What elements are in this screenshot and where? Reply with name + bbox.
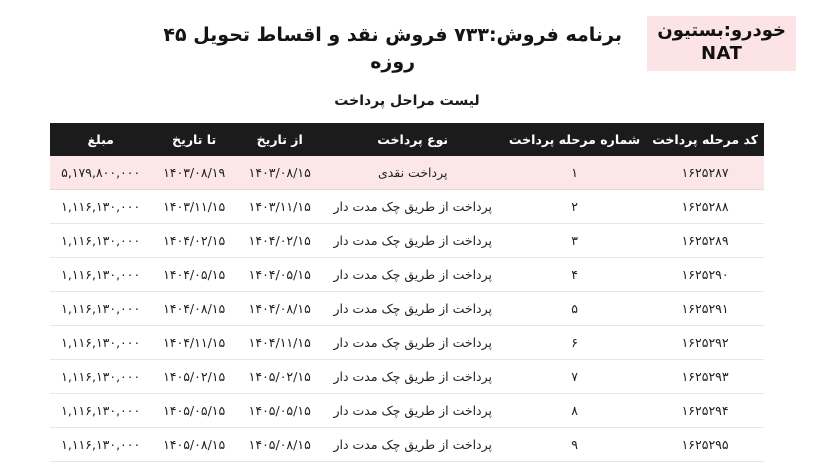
cell-type: پرداخت از طریق چک مدت دار	[323, 190, 503, 224]
cell-amount: ۱,۱۱۶,۱۳۰,۰۰۰	[50, 224, 151, 258]
cell-from: ۱۴۰۵/۰۸/۱۵	[237, 428, 323, 462]
cell-step: ۳	[503, 224, 646, 258]
cell-from: ۱۴۰۴/۱۱/۱۵	[237, 326, 323, 360]
cell-type: پرداخت از طریق چک مدت دار	[323, 292, 503, 326]
cell-step: ۸	[503, 394, 646, 428]
column-header-type: نوع پرداخت	[323, 123, 503, 156]
table-row	[50, 326, 764, 360]
cell-from: ۱۴۰۵/۰۲/۱۵	[237, 360, 323, 394]
cell-amount: ۱,۱۱۶,۱۳۰,۰۰۰	[50, 428, 151, 462]
cell-from: ۱۴۰۳/۱۱/۱۵	[237, 190, 323, 224]
column-header-to: تا تاریخ	[151, 123, 237, 156]
cell-type: پرداخت نقدی	[323, 156, 503, 190]
cell-from: ۱۴۰۴/۰۲/۱۵	[237, 224, 323, 258]
cell-step: ۱	[503, 156, 646, 190]
cell-amount: ۱,۱۱۶,۱۳۰,۰۰۰	[50, 360, 151, 394]
cell-amount: ۱,۱۱۶,۱۳۰,۰۰۰	[50, 394, 151, 428]
table-header-row	[50, 123, 764, 156]
cell-from: ۱۴۰۵/۰۵/۱۵	[237, 394, 323, 428]
cell-code: ۱۶۲۵۲۹۴	[646, 394, 764, 428]
cell-to: ۱۴۰۴/۰۸/۱۵	[151, 292, 237, 326]
cell-to: ۱۴۰۴/۰۵/۱۵	[151, 258, 237, 292]
cell-code: ۱۶۲۵۲۸۷	[646, 156, 764, 190]
cell-to: ۱۴۰۳/۱۱/۱۵	[151, 190, 237, 224]
cell-step: ۶	[503, 326, 646, 360]
table-row	[50, 258, 764, 292]
table-row	[50, 428, 764, 462]
table-row	[50, 190, 764, 224]
cell-type: پرداخت از طریق چک مدت دار	[323, 360, 503, 394]
cell-type: پرداخت از طریق چک مدت دار	[323, 224, 503, 258]
cell-amount: ۱,۱۱۶,۱۳۰,۰۰۰	[50, 326, 151, 360]
table-row	[50, 156, 764, 190]
cell-to: ۱۴۰۴/۱۱/۱۵	[151, 326, 237, 360]
cell-code: ۱۶۲۵۲۹۰	[646, 258, 764, 292]
cell-amount: ۱,۱۱۶,۱۳۰,۰۰۰	[50, 292, 151, 326]
cell-code: ۱۶۲۵۲۹۱	[646, 292, 764, 326]
cell-step: ۵	[503, 292, 646, 326]
cell-type: پرداخت از طریق چک مدت دار	[323, 394, 503, 428]
cell-step: ۹	[503, 428, 646, 462]
vehicle-badge	[647, 16, 796, 71]
cell-step: ۲	[503, 190, 646, 224]
cell-to: ۱۴۰۵/۰۸/۱۵	[151, 428, 237, 462]
cell-step: ۴	[503, 258, 646, 292]
document-header	[0, 0, 814, 75]
cell-amount: ۱,۱۱۶,۱۳۰,۰۰۰	[50, 258, 151, 292]
table-row	[50, 292, 764, 326]
vehicle-badge-line2: NAT	[700, 42, 743, 64]
table-row	[50, 394, 764, 428]
table-body	[50, 156, 764, 462]
cell-code: ۱۶۲۵۲۸۹	[646, 224, 764, 258]
cell-to: ۱۴۰۵/۰۵/۱۵	[151, 394, 237, 428]
cell-to: ۱۴۰۳/۰۸/۱۹	[151, 156, 237, 190]
section-subtitle: لیست مراحل پرداخت	[334, 93, 480, 110]
cell-from: ۱۴۰۳/۰۸/۱۵	[237, 156, 323, 190]
table-row	[50, 360, 764, 394]
cell-from: ۱۴۰۴/۰۵/۱۵	[237, 258, 323, 292]
vehicle-badge-line1: خودرو:بستیون	[657, 20, 786, 41]
cell-code: ۱۶۲۵۲۹۳	[646, 360, 764, 394]
column-header-code: کد مرحله پرداخت	[646, 123, 764, 156]
cell-code: ۱۶۲۵۲۹۵	[646, 428, 764, 462]
cell-step: ۷	[503, 360, 646, 394]
cell-code: ۱۶۲۵۲۹۲	[646, 326, 764, 360]
table-header	[50, 123, 764, 156]
cell-amount: ۵,۱۷۹,۸۰۰,۰۰۰	[50, 156, 151, 190]
cell-from: ۱۴۰۴/۰۸/۱۵	[237, 292, 323, 326]
column-header-amount: مبلغ	[50, 123, 151, 156]
cell-type: پرداخت از طریق چک مدت دار	[323, 428, 503, 462]
cell-to: ۱۴۰۴/۰۲/۱۵	[151, 224, 237, 258]
cell-type: پرداخت از طریق چک مدت دار	[323, 326, 503, 360]
table-row	[50, 224, 764, 258]
cell-code: ۱۶۲۵۲۸۸	[646, 190, 764, 224]
column-header-step: شماره مرحله پرداخت	[503, 123, 646, 156]
payment-stages-table	[50, 123, 764, 462]
cell-type: پرداخت از طریق چک مدت دار	[323, 258, 503, 292]
payments-table-wrap	[50, 123, 764, 462]
page-title: برنامه فروش:۷۳۳ فروش نقد و اقساط تحویل ۴۵ روزه	[163, 24, 622, 73]
cell-amount: ۱,۱۱۶,۱۳۰,۰۰۰	[50, 190, 151, 224]
cell-to: ۱۴۰۵/۰۲/۱۵	[151, 360, 237, 394]
column-header-from: از تاریخ	[237, 123, 323, 156]
